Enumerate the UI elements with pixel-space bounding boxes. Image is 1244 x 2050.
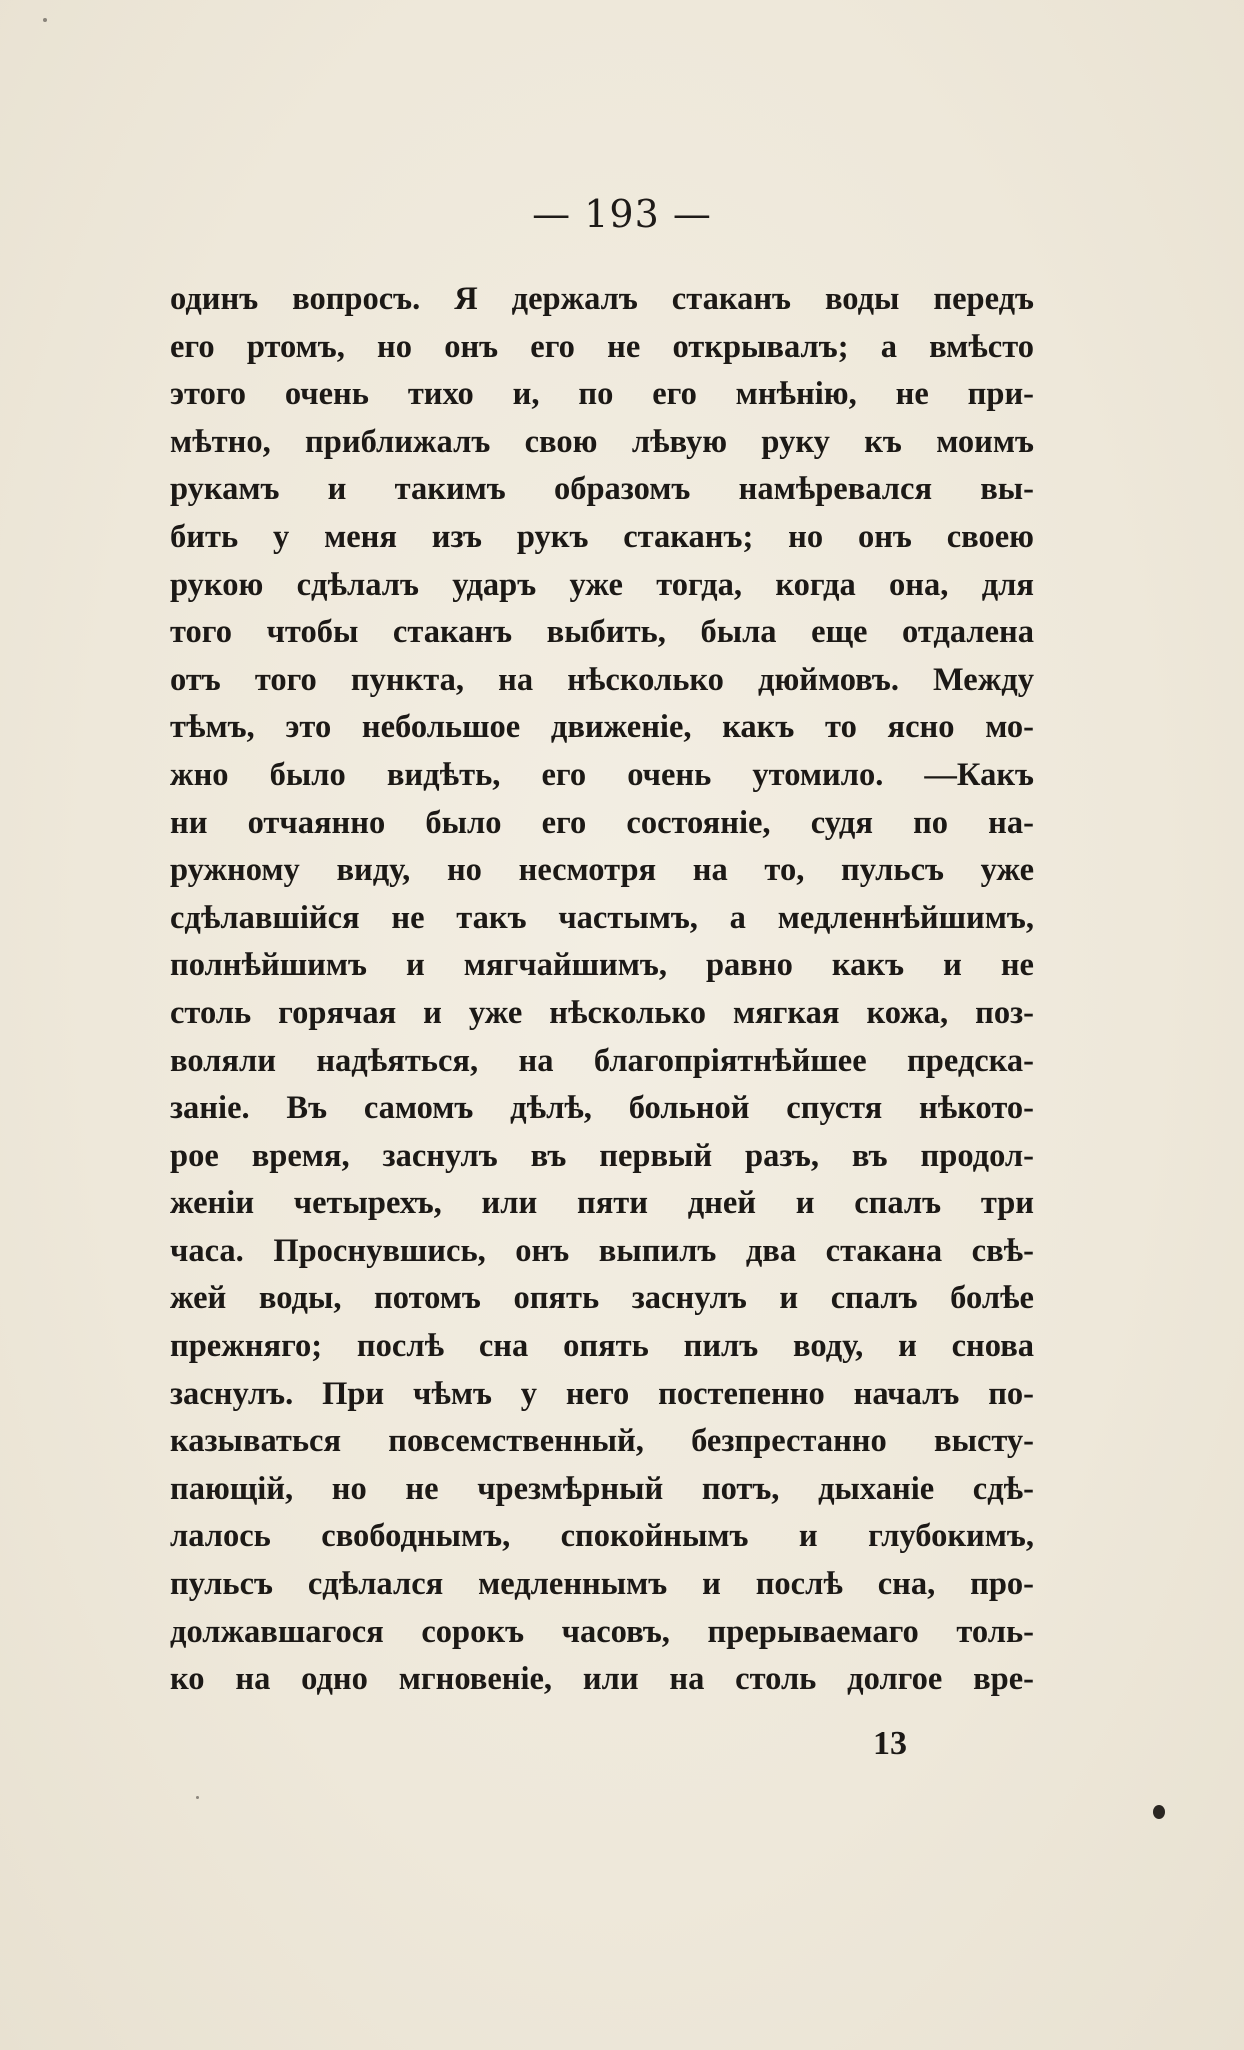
text-line: женіи четырехъ, или пяти дней и спалъ три xyxy=(170,1185,1034,1222)
text-line: пульсъ сдѣлался медленнымъ и послѣ сна, про- xyxy=(170,1566,1034,1603)
text-line: сдѣлавшійся не такъ частымъ, а медленнѣйшимъ, xyxy=(170,899,1034,936)
text-line: тѣмъ, это небольшое движеніе, какъ то ясно мо- xyxy=(170,709,1034,746)
text-line: лалось свободнымъ, спокойнымъ и глубокимъ, xyxy=(170,1518,1034,1555)
text-line: бить у меня изъ рукъ стаканъ; но онъ своею xyxy=(170,518,1034,555)
text-line: ко на одно мгновеніе, или на столь долгое вре- xyxy=(170,1661,1034,1698)
text-line: должавшагося сорокъ часовъ, прерываемаго толь- xyxy=(170,1613,1034,1650)
text-line: ни отчаянно было его состояніе, судя по на- xyxy=(170,804,1034,841)
text-line: его ртомъ, но онъ его не открывалъ; а вмѣсто xyxy=(170,328,1034,365)
ink-speck xyxy=(1153,1805,1165,1819)
text-line: столь горячая и уже нѣсколько мягкая кожа, поз- xyxy=(170,994,1034,1031)
text-line: мѣтно, приближалъ свою лѣвую руку къ моимъ xyxy=(170,423,1034,460)
text-line: часа. Проснувшись, онъ выпилъ два стакана свѣ- xyxy=(170,1232,1034,1269)
text-line: того чтобы стаканъ выбить, была еще отдалена xyxy=(170,614,1034,651)
text-line: рое время, заснулъ въ первый разъ, въ продол- xyxy=(170,1137,1034,1174)
text-line: жно было видѣть, его очень утомило. —Какъ xyxy=(170,756,1034,793)
signature-mark: 13 xyxy=(873,1725,907,1762)
text-line: воляли надѣяться, на благопріятнѣйшее предска- xyxy=(170,1042,1034,1079)
text-line: полнѣйшимъ и мягчайшимъ, равно какъ и не xyxy=(170,947,1034,984)
ink-speck xyxy=(196,1796,199,1799)
text-line: жей воды, потомъ опять заснулъ и спалъ болѣе xyxy=(170,1280,1034,1317)
page-number: — 193 — xyxy=(532,192,712,236)
body-text xyxy=(170,276,1034,1704)
text-line: заніе. Въ самомъ дѣлѣ, больной спустя нѣкото- xyxy=(170,1090,1034,1127)
text-line: отъ того пункта, на нѣсколько дюймовъ. Между xyxy=(170,661,1034,698)
text-line: прежняго; послѣ сна опять пилъ воду, и снова xyxy=(170,1328,1034,1365)
text-line: пающій, но не чрезмѣрный потъ, дыханіе сдѣ- xyxy=(170,1470,1034,1507)
text-line: одинъ вопросъ. Я держалъ стаканъ воды передъ xyxy=(170,281,1034,317)
text-line: рукамъ и такимъ образомъ намѣревался вы- xyxy=(170,471,1034,508)
ink-speck xyxy=(43,18,47,22)
text-line: этого очень тихо и, по его мнѣнію, не при- xyxy=(170,376,1034,413)
text-line: рукою сдѣлалъ ударъ уже тогда, когда она, для xyxy=(170,566,1034,603)
text-line: заснулъ. При чѣмъ у него постепенно началъ по- xyxy=(170,1375,1034,1412)
text-line: ружному виду, но несмотря на то, пульсъ уже xyxy=(170,852,1034,889)
text-line: казываться повсемственный, безпрестанно высту- xyxy=(170,1423,1034,1460)
